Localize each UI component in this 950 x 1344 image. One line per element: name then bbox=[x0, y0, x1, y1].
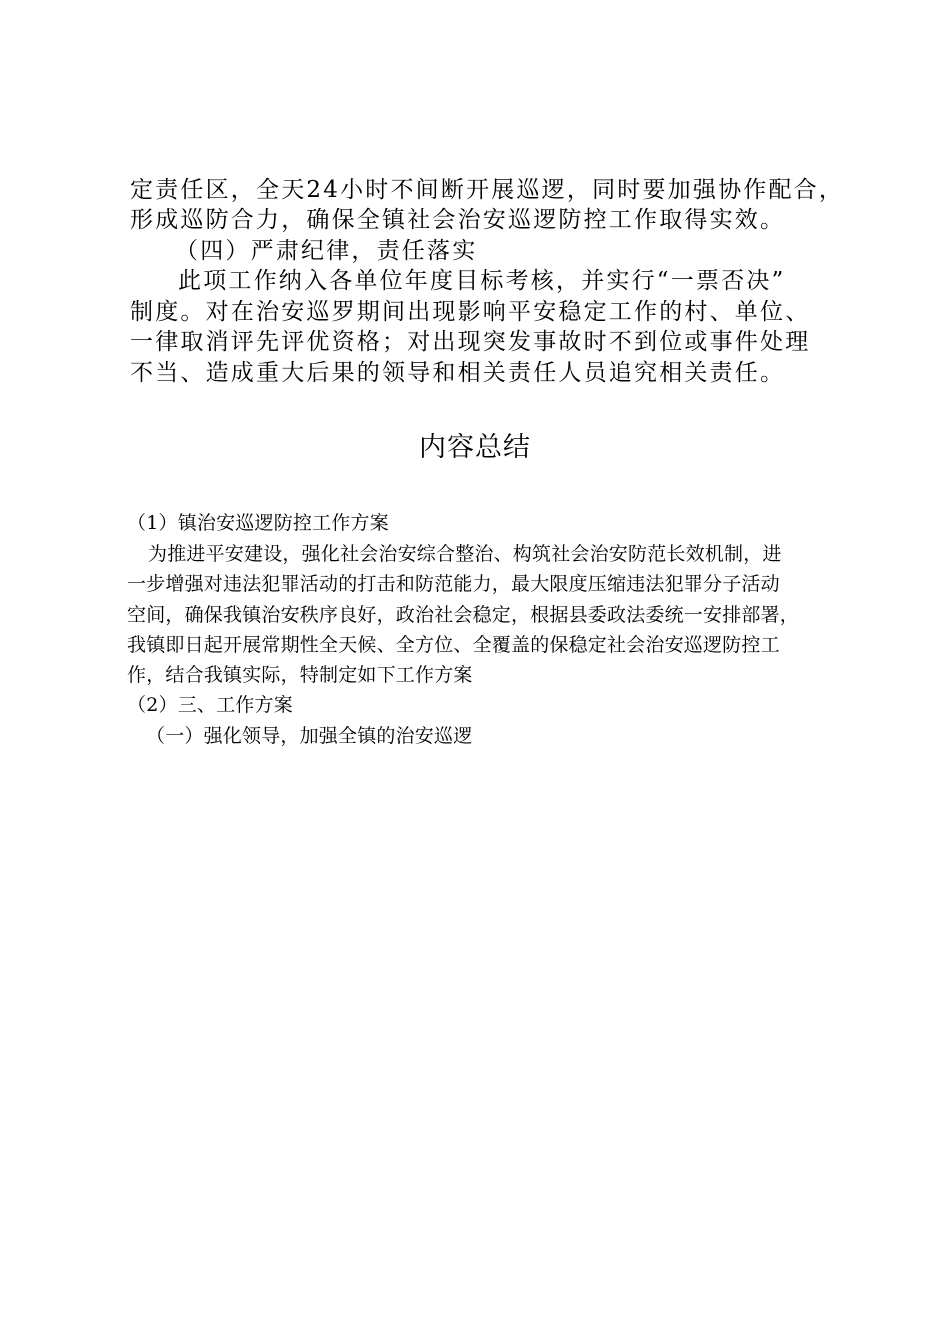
summary-paragraph-line: 作，结合我镇实际，特制定如下工作方案 bbox=[127, 664, 473, 686]
paragraph-line: 此项工作纳入各单位年度目标考核，并实行“一票否决” bbox=[178, 268, 786, 294]
summary-paragraph-line: 我镇即日起开展常期性全天候、全方位、全覆盖的保稳定社会治安巡逻防控工 bbox=[127, 634, 780, 656]
summary-paragraph-line: 一步增强对违法犯罪活动的打击和防范能力，最大限度压缩违法犯罪分子活动 bbox=[127, 573, 780, 595]
paragraph-line: 定责任区，全天24小时不间断开展巡逻，同时要加强协作配合， bbox=[130, 177, 845, 203]
paragraph-line: 不当、造成重大后果的领导和相关责任人员追究相关责任。 bbox=[130, 360, 786, 386]
summary-title: 内容总结 bbox=[419, 432, 531, 463]
summary-subheading: （一）强化领导，加强全镇的治安巡逻 bbox=[146, 725, 473, 747]
paragraph-line: 制度。对在治安巡罗期间出现影响平安稳定工作的村、单位、 bbox=[130, 299, 811, 325]
summary-item-heading: （1）镇治安巡逻防控工作方案 bbox=[127, 512, 389, 534]
summary-item-heading: （2）三、工作方案 bbox=[127, 694, 293, 716]
section-heading: （四）严肃纪律，责任落实 bbox=[175, 238, 478, 264]
summary-paragraph-line: 空间，确保我镇治安秩序良好，政治社会稳定，根据县委政法委统一安排部署， bbox=[127, 604, 800, 626]
paragraph-line: 一律取消评先评优资格；对出现突发事故时不到位或事件处理 bbox=[130, 329, 811, 355]
paragraph-line: 形成巡防合力，确保全镇社会治安巡逻防控工作取得实效。 bbox=[130, 207, 786, 233]
summary-paragraph-line: 为推进平安建设，强化社会治安综合整治、构筑社会治安防范长效机制，进 bbox=[148, 543, 782, 565]
